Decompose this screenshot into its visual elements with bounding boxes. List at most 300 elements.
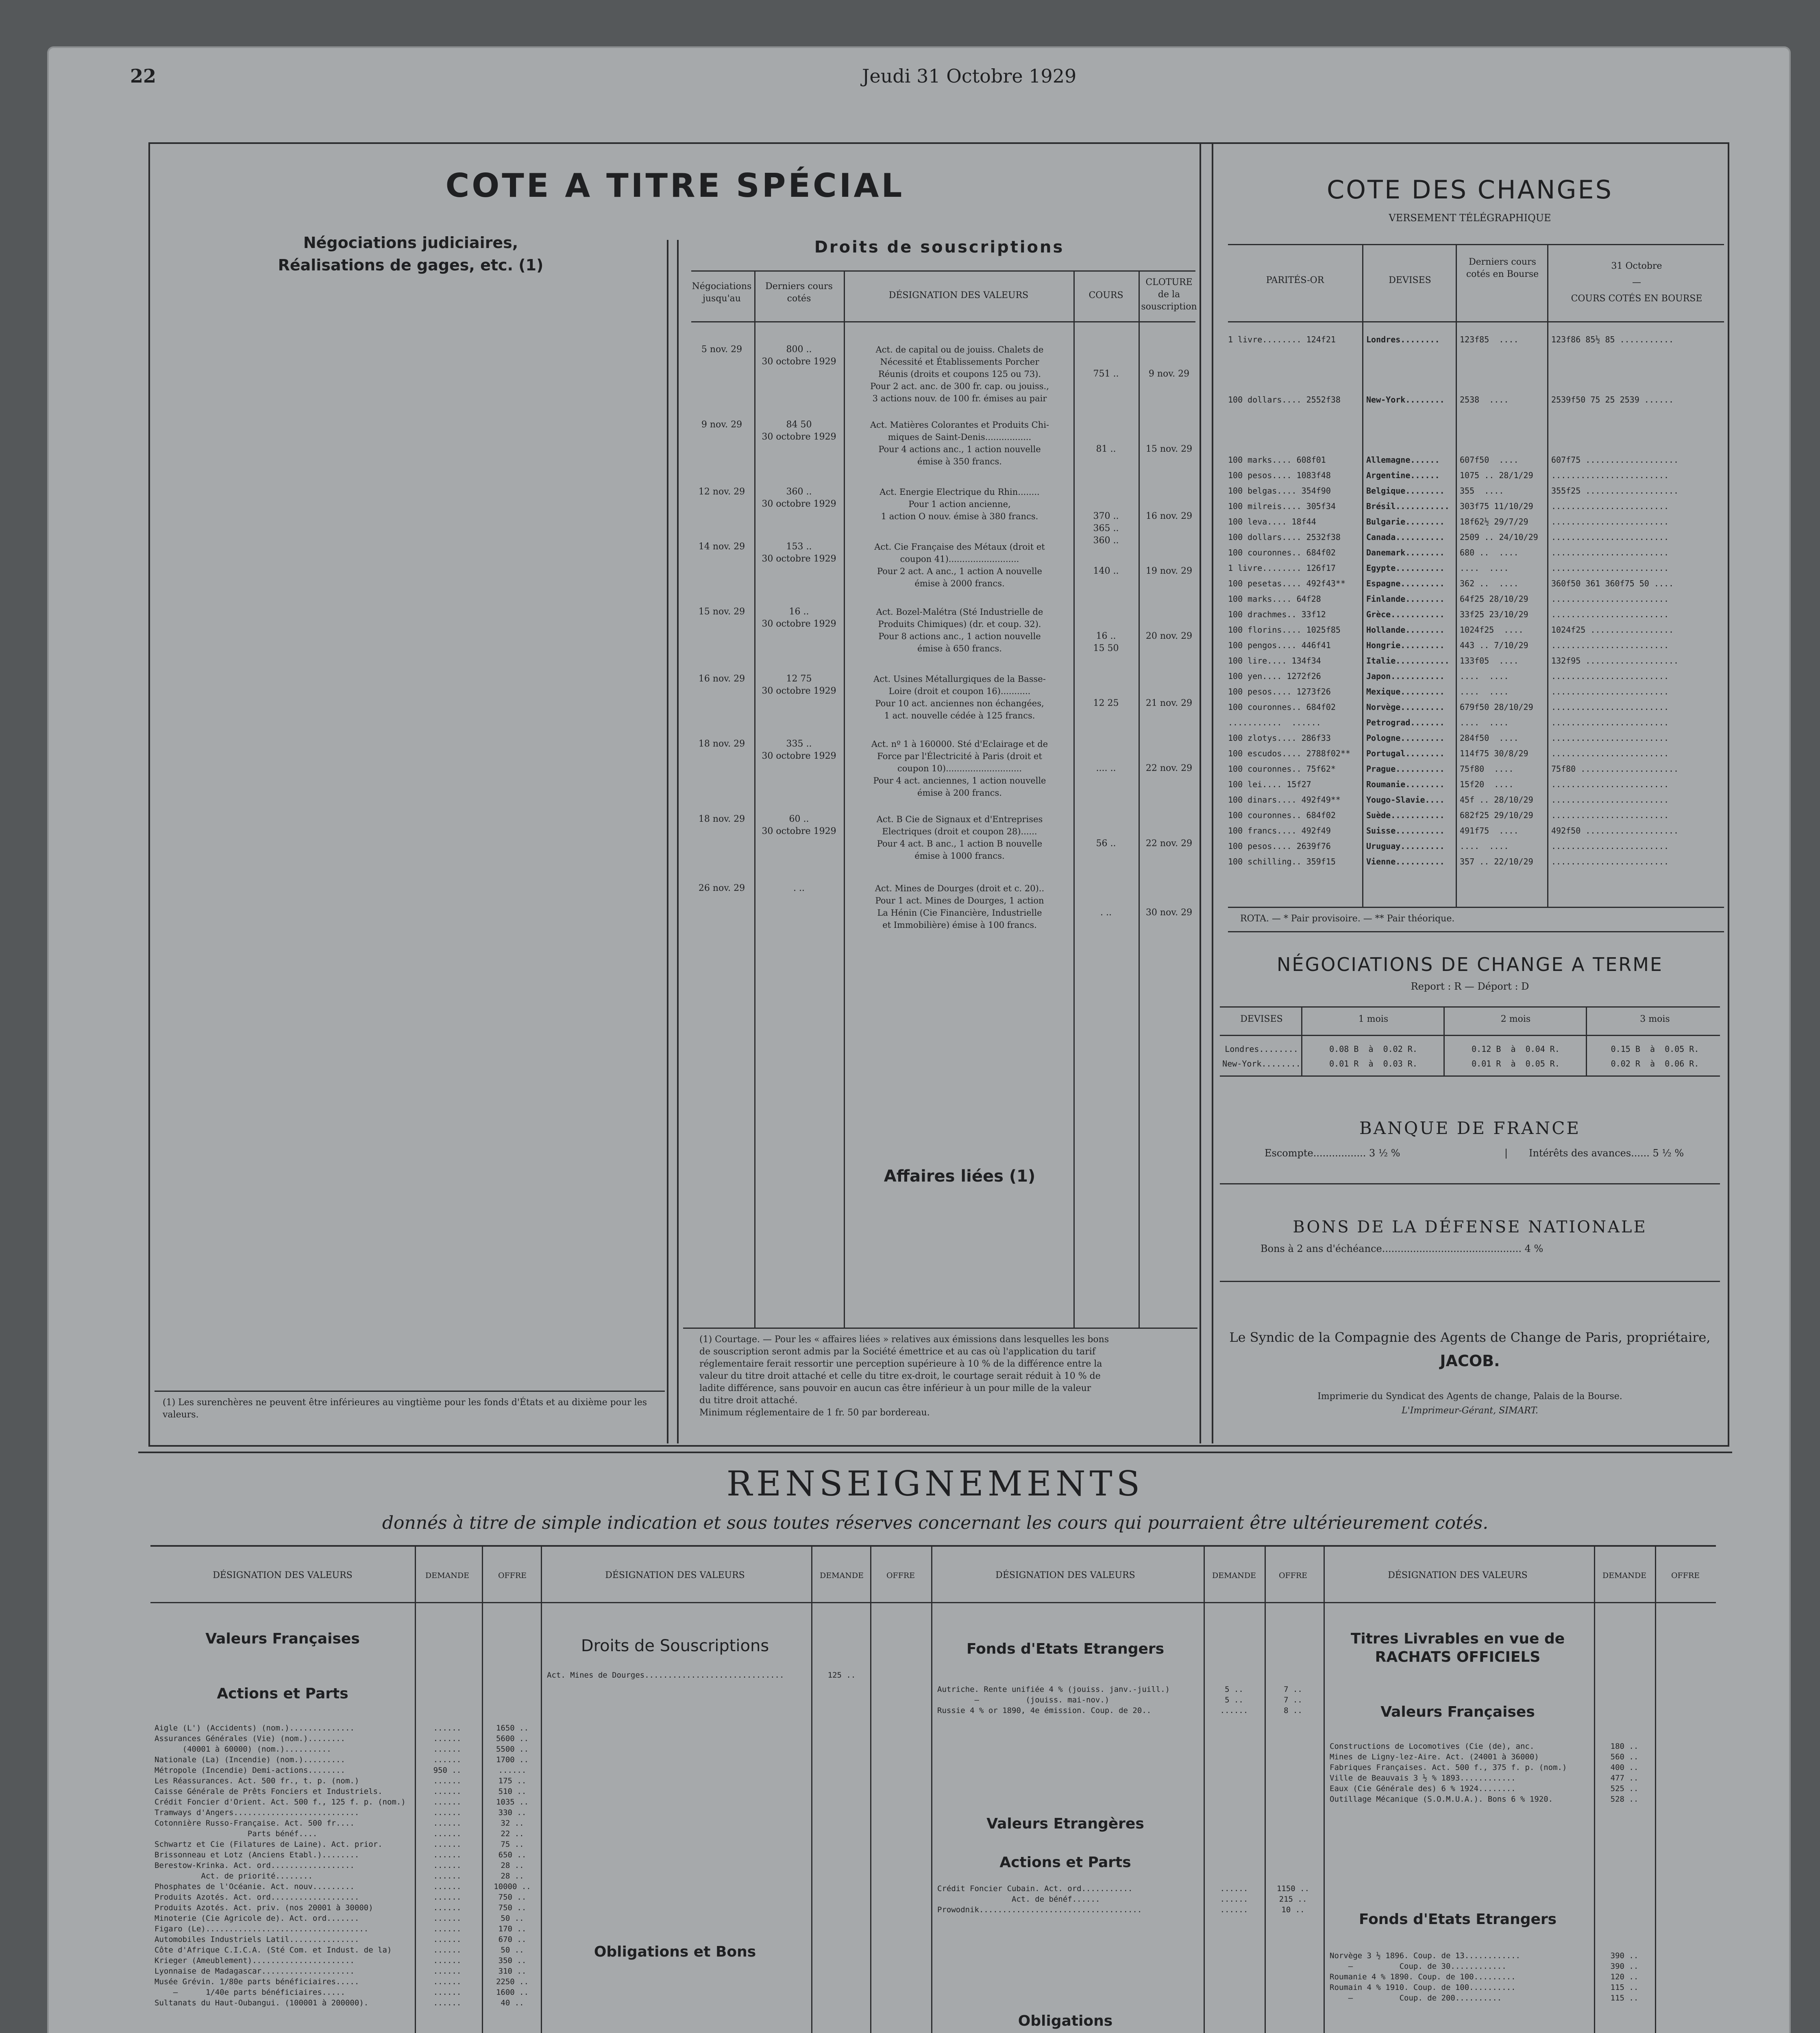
droits-row-designation: Act. Matières Colorantes et Produits Chi- miques de Saint-Denis................. Pour 4 actions anc., 1 action nouvelle émise à 350 francs.	[870, 420, 1049, 466]
rens-col-offre: OFFRE	[1671, 1571, 1700, 1580]
changes-row-dernier: 679f50 28/10/29	[1460, 702, 1533, 712]
bons-line: Bons à 2 ans d'échéance............................................. 4 %	[1261, 1243, 1544, 1254]
changes-row-dernier: 18f62½ 29/7/29	[1460, 517, 1528, 527]
changes-row-devise: Prague..........	[1366, 764, 1445, 774]
rens-row-offre: 75 ..	[501, 1840, 524, 1849]
rachats-heading: Titres Livrables en vue de	[1350, 1630, 1565, 1647]
frame-divider	[667, 240, 668, 1443]
valeurs-francaises-heading: Valeurs Françaises	[1380, 1704, 1535, 1720]
changes-row-devise: Hollande........	[1366, 625, 1445, 635]
footnote-rule	[155, 1391, 665, 1392]
droits-row-cours: 16 .. 15 50	[1093, 631, 1119, 653]
rens-row-demande: ......	[433, 1872, 462, 1881]
droits-row-date: 26 nov. 29	[698, 883, 745, 893]
droits-row-date: 16 nov. 29	[698, 674, 745, 684]
rens-row-offre: 170 ..	[498, 1924, 527, 1933]
droits-title: Droits de souscriptions	[814, 238, 1065, 257]
droits-row-cours: 140 ..	[1093, 566, 1119, 576]
rens-row-name: Act. Mines de Dourges..............................	[547, 1671, 784, 1680]
changes-row-parite: 100 milreis.... 305f34	[1228, 501, 1336, 511]
changes-row-parite: 100 dollars.... 2552f38	[1228, 395, 1341, 405]
terme-cell: 0.02 R à 0.06 R.	[1611, 1059, 1699, 1069]
droits-col-line	[1139, 270, 1140, 1328]
changes-row-parite: 1 livre........ 124f21	[1228, 335, 1336, 344]
rota-note: ROTA. — * Pair provisoire. — ** Pair théorique.	[1240, 914, 1455, 924]
banque-separator: |	[1504, 1147, 1508, 1159]
changes-row-parite: 100 lei.... 15f27	[1228, 779, 1311, 789]
changes-row-cours: 492f50 ...................	[1551, 826, 1679, 836]
changes-row-cours: 1024f25 .................	[1551, 625, 1674, 635]
changes-row-parite: ........... ......	[1228, 718, 1321, 727]
rens-row-offre: 1035 ..	[496, 1798, 529, 1807]
rens-col-designation: DÉSIGNATION DES VALEURS	[605, 1570, 745, 1580]
rens-row-name: Minoterie (Cie Agricole de). Act. ord.......	[155, 1914, 359, 1923]
droits-row-date: 18 nov. 29	[698, 739, 745, 749]
droits-row-cours: 56 ..	[1096, 838, 1116, 849]
rens-col-demande: DEMANDE	[1602, 1571, 1646, 1580]
droits-row-designation: Act. Usines Métallurgiques de la Basse- Loire (droit et coupon 16)........... Pour 10 act. anciennes non échangées, 1 act. nouvelle cédée à 125 francs.	[873, 674, 1046, 720]
rens-row-demande: ......	[433, 1776, 462, 1785]
changes-row-parite: 100 leva.... 18f44	[1228, 517, 1316, 527]
rens-col-line	[1655, 1545, 1656, 2033]
rens-row-offre: 7 ..	[1284, 1685, 1302, 1694]
obligations-heading: Obligations	[1018, 2013, 1113, 2029]
surencheres-footnote: (1) Les surenchères ne peuvent être inférieures au vingtième pour les fonds d'États et au dixième pour les valeurs.	[163, 1397, 647, 1420]
changes-row-devise: Uruguay.........	[1366, 841, 1445, 851]
changes-row-cours: 360f50 361 360f75 50 ....	[1551, 579, 1674, 588]
terme-cell: New-York........	[1222, 1059, 1301, 1069]
rens-row-demande: 400 ..	[1610, 1763, 1639, 1772]
rens-row-offre: 510 ..	[498, 1787, 527, 1796]
droits-row-designation: Act. Bozel-Malétra (Sté Industrielle de Produits Chimiques) (dr. et coup. 32). Pour 8 actions anc., 1 action nouvelle émise à 650 francs.	[876, 607, 1043, 653]
rens-row-demande: ......	[433, 1946, 462, 1955]
changes-row-devise: Norvège.........	[1366, 702, 1445, 712]
changes-row-dernier: .... ....	[1460, 841, 1509, 851]
rens-row-offre: 40 ..	[501, 1998, 524, 2007]
terme-col-line	[1586, 1006, 1587, 1075]
rens-row-name: Eaux (Cie Générale des) 6 % 1924........	[1330, 1784, 1516, 1793]
changes-row-devise: Allemagne......	[1366, 455, 1440, 465]
frame-divider	[677, 240, 679, 1443]
droits-header-rule	[691, 321, 1195, 322]
rens-row-offre: 10 ..	[1281, 1905, 1305, 1914]
changes-col-parites: PARITÉS-OR	[1266, 275, 1324, 285]
terme-header: 1 mois	[1358, 1014, 1389, 1024]
changes-row-parite: 100 pesos.... 1083f48	[1228, 470, 1331, 480]
rens-row-name: Brissonneau et Lotz (Anciens Etabl.)........	[155, 1850, 359, 1859]
changes-row-parite: 100 marks.... 608f01	[1228, 455, 1326, 465]
rens-row-demande: ......	[433, 1787, 462, 1796]
rens-row-offre: 1150 ..	[1276, 1884, 1310, 1893]
renseignements-subtitle: donnés à titre de simple indication et sous toutes réserves concernant les cours qui pourraient être ultérieurement cotés.	[382, 1513, 1489, 1533]
changes-row-devise: Japon...........	[1366, 671, 1445, 681]
rens-row-demande: ......	[433, 1903, 462, 1912]
rens-row-name: Cotonnière Russo-Française. Act. 500 fr....	[155, 1819, 355, 1828]
terme-rule	[1220, 1075, 1720, 1077]
changes-row-devise: Brésil...........	[1366, 501, 1450, 511]
rens-row-name: Crédit Foncier Cubain. Act. ord...........	[937, 1884, 1133, 1893]
realisations-heading: Réalisations de gages, etc. (1)	[278, 256, 544, 274]
banque-title: BANQUE DE FRANCE	[1359, 1118, 1581, 1138]
droits-row-derniers: 60 .. 30 octobre 1929	[762, 814, 836, 836]
changes-row-devise: Yougo-Slavie....	[1366, 795, 1445, 805]
rens-row-name: Constructions de Locomotives (Cie (de), anc.	[1330, 1742, 1535, 1751]
valeurs-etrangeres-heading: Valeurs Etrangères	[986, 1815, 1144, 1832]
actions-parts-heading: Actions et Parts	[999, 1854, 1131, 1871]
rens-row-name: Figaro (Le)...................................	[155, 1924, 369, 1933]
valeurs-francaises-heading: Valeurs Françaises	[205, 1630, 360, 1647]
changes-row-cours: 355f25 ...................	[1551, 486, 1679, 496]
rens-row-demande: ......	[433, 1724, 462, 1733]
changes-row-dernier: 2509 .. 24/10/29	[1460, 532, 1538, 542]
rens-row-offre: 2250 ..	[496, 1977, 529, 1986]
rens-row-name: Caisse Générale de Prêts Fonciers et Industriels.	[155, 1787, 383, 1796]
rens-row-offre: 50 ..	[501, 1946, 524, 1955]
rens-row-offre: 1650 ..	[496, 1724, 529, 1733]
rens-row-name: Mines de Ligny-lez-Aire. Act. (24001 à 36000)	[1330, 1752, 1539, 1761]
rens-row-demande: 115 ..	[1610, 1994, 1639, 2003]
droits-row-designation: Act. Cie Française des Métaux (droit et coupon 41).......................... Pour 2 act. A anc., 1 action A nouvelle émise à 2000 francs.	[874, 542, 1045, 588]
changes-row-devise: New-York........	[1366, 395, 1445, 405]
changes-row-cours: ........................	[1551, 749, 1669, 758]
droits-row-cours: 751 ..	[1093, 369, 1119, 379]
terme-cell: 0.15 B à 0.05 R.	[1611, 1044, 1699, 1054]
cote-titre-special-title: COTE A TITRE SPÉCIAL	[445, 167, 905, 205]
rens-row-name: Produits Azotés. Act. ord...................	[155, 1893, 359, 1902]
rens-row-offre: 5500 ..	[496, 1745, 529, 1754]
rens-row-offre: 175 ..	[498, 1776, 527, 1785]
rens-row-demande: ......	[1220, 1895, 1248, 1904]
terme-title: NÉGOCIATIONS DE CHANGE A TERME	[1276, 953, 1663, 975]
changes-row-devise: Mexique.........	[1366, 687, 1445, 697]
rens-row-demande: 528 ..	[1610, 1795, 1639, 1804]
changes-rule	[1228, 907, 1724, 908]
changes-row-cours: ........................	[1551, 563, 1669, 573]
changes-row-dernier: .... ....	[1460, 687, 1509, 697]
changes-row-devise: Belgique........	[1366, 486, 1445, 496]
changes-row-cours: 123f86 85½ 85 ...........	[1551, 335, 1674, 344]
droits-row-designation: Act. de capital ou de jouiss. Chalets de Nécessité et Établissements Porcher Réunis (droits et coupons 125 ou 73). Pour 2 act. anc. de 300 fr. cap. ou jouiss., 3 actions nouv. de 100 fr. émises au pair	[870, 345, 1049, 403]
rens-row-demande: 390 ..	[1610, 1951, 1639, 1960]
rens-row-name: Berestow-Krinka. Act. ord..................	[155, 1861, 355, 1870]
rens-row-demande: ......	[433, 1935, 462, 1944]
rens-row-offre: 22 ..	[501, 1829, 524, 1838]
changes-row-dernier: 362 .. ....	[1460, 579, 1519, 588]
rens-row-offre: 215 ..	[1279, 1895, 1307, 1904]
changes-row-cours: ........................	[1551, 532, 1669, 542]
changes-row-parite: 100 dollars.... 2532f38	[1228, 532, 1341, 542]
changes-row-parite: 100 zlotys.... 286f33	[1228, 733, 1331, 743]
changes-row-parite: 100 couronnes.. 684f02	[1228, 810, 1336, 820]
changes-row-dernier: 682f25 29/10/29	[1460, 810, 1533, 820]
jacob-signature: JACOB.	[1440, 1352, 1500, 1370]
changes-row-devise: Vienne..........	[1366, 857, 1445, 866]
terme-header: 2 mois	[1500, 1014, 1531, 1024]
changes-row-parite: 100 couronnes.. 75f62*	[1228, 764, 1336, 774]
rens-row-offre: 10000 ..	[494, 1882, 531, 1891]
changes-row-devise: Petrograd.......	[1366, 718, 1445, 727]
rens-row-name: — (jouiss. mai-nov.)	[937, 1696, 1110, 1704]
rens-row-name: Lyonnaise de Madagascar....................	[155, 1967, 355, 1976]
rens-row-name: Métropole (Incendie) Demi-actions........	[155, 1766, 345, 1775]
rens-row-demande: ......	[1220, 1706, 1248, 1715]
droits-row-designation: Act. Mines de Dourges (droit et c. 20).. Pour 1 act. Mines de Dourges, 1 action La Hénin (Cie Financière, Industrielle et Immobilière) émise à 100 francs.	[875, 884, 1045, 930]
rens-row-name: Parts bénéf....	[155, 1829, 318, 1838]
changes-row-devise: Portugal........	[1366, 749, 1445, 758]
droits-row-cours: 370 .. 365 .. 360 ..	[1093, 511, 1119, 546]
rens-col-line	[931, 1545, 932, 2033]
changes-row-parite: 100 couronnes.. 684f02	[1228, 702, 1336, 712]
rens-row-demande: ......	[433, 1977, 462, 1986]
rens-row-name: Côte d'Afrique C.I.C.A. (Sté Com. et Indust. de la)	[155, 1946, 392, 1955]
rens-col-designation: DÉSIGNATION DES VALEURS	[995, 1570, 1135, 1580]
frame-divider	[1212, 142, 1213, 1443]
droits-row-date: 5 nov. 29	[701, 344, 742, 355]
banque-avances: Intérêts des avances...... 5 ½ %	[1529, 1147, 1684, 1159]
changes-row-parite: 100 yen.... 1272f26	[1228, 671, 1321, 681]
rens-row-offre: 350 ..	[498, 1956, 527, 1965]
rens-col-line	[482, 1545, 483, 2033]
changes-row-dernier: 75f80 ....	[1460, 764, 1514, 774]
rens-row-name: — Coup. de 200..........	[1330, 1994, 1502, 2003]
rens-row-name: Roumanie 4 % 1890. Coup. de 100.........	[1330, 1972, 1516, 1981]
changes-row-cours: ........................	[1551, 857, 1669, 866]
changes-row-parite: 100 florins.... 1025f85	[1228, 625, 1341, 635]
rens-row-name: Krieger (Ameublement)......................	[155, 1956, 355, 1965]
changes-row-cours: 132f95 ...................	[1551, 656, 1679, 666]
rens-row-name: Phosphates de l'Océanie. Act. nouv.........	[155, 1882, 355, 1891]
changes-row-dernier: .... ....	[1460, 563, 1509, 573]
changes-row-cours: ........................	[1551, 687, 1669, 697]
rens-row-demande: 125 ..	[827, 1671, 856, 1680]
rens-row-offre: 8 ..	[1284, 1706, 1302, 1715]
changes-row-dernier: 1075 .. 28/1/29	[1460, 470, 1533, 480]
negociations-heading: Négociations judiciaires,	[303, 234, 518, 252]
rens-row-name: Tramways d'Angers...........................	[155, 1808, 359, 1817]
changes-row-dernier: 133f05 ....	[1460, 656, 1519, 666]
droits-row-date: 15 nov. 29	[698, 607, 745, 617]
droits-row-cours: .... ..	[1096, 763, 1116, 773]
droits-row-date: 12 nov. 29	[698, 487, 745, 497]
rens-row-demande: 115 ..	[1610, 1983, 1639, 1992]
terme-cell: 0.01 R à 0.05 R.	[1472, 1059, 1560, 1069]
droits-row-derniers: 335 .. 30 octobre 1929	[762, 739, 836, 761]
fonds-etats-heading: Fonds d'Etats Etrangers	[966, 1641, 1165, 1657]
rens-row-offre: 310 ..	[498, 1967, 527, 1976]
rens-row-demande: ......	[433, 1819, 462, 1828]
changes-row-cours: ........................	[1551, 718, 1669, 727]
changes-row-dernier: 443 .. 7/10/29	[1460, 640, 1528, 650]
rens-row-offre: 5600 ..	[496, 1734, 529, 1743]
terme-cell: Londres........	[1225, 1044, 1298, 1054]
rens-row-name: Aigle (L') (Accidents) (nom.)..............	[155, 1724, 355, 1733]
rens-row-demande: ......	[433, 1988, 462, 1997]
changes-row-devise: Bulgarie........	[1366, 517, 1445, 527]
actions-parts-heading: Actions et Parts	[217, 1685, 348, 1702]
changes-row-dernier: 607f50 ....	[1460, 455, 1519, 465]
changes-row-dernier: 680 .. ....	[1460, 548, 1519, 557]
rens-col-offre: OFFRE	[498, 1571, 527, 1580]
rens-row-name: Crédit Foncier d'Orient. Act. 500 f., 125 f. p. (nom.)	[155, 1798, 406, 1807]
rens-col-line	[1324, 1545, 1325, 2033]
droits-row-designation: Act. nº 1 à 160000. Sté d'Eclairage et de Force par l'Électricité à Paris (droit et coupon 10)............................ Pour 4 act. anciennes, 1 action nouvelle émise à 200 francs.	[871, 739, 1048, 798]
terme-col-line	[1301, 1006, 1302, 1075]
changes-row-dernier: .... ....	[1460, 671, 1509, 681]
rens-row-demande: ......	[433, 1850, 462, 1859]
changes-row-cours: ........................	[1551, 841, 1669, 851]
rens-row-demande: 477 ..	[1610, 1774, 1639, 1783]
changes-row-devise: Canada..........	[1366, 532, 1445, 542]
droits-row-derniers: . ..	[793, 883, 805, 893]
droits-row-date: 9 nov. 29	[701, 420, 742, 430]
changes-row-devise: Hongrie.........	[1366, 640, 1445, 650]
changes-row-devise: Argentine......	[1366, 470, 1440, 480]
droits-row-cloture: 22 nov. 29	[1145, 838, 1193, 849]
droits-row-cloture: 15 nov. 29	[1145, 444, 1193, 454]
changes-row-cours: ........................	[1551, 702, 1669, 712]
droits-col-cloture: CLOTURE de la souscription	[1141, 277, 1197, 312]
rens-row-demande: ......	[433, 1798, 462, 1807]
terme-rule	[1220, 1035, 1720, 1036]
rens-row-name: Norvège 3 ½ 1896. Coup. de 13............	[1330, 1951, 1520, 1960]
droits-row-cloture: 19 nov. 29	[1145, 566, 1193, 576]
changes-row-cours: 2539f50 75 25 2539 ......	[1551, 395, 1674, 405]
changes-row-cours: ........................	[1551, 517, 1669, 527]
rens-col-line	[1204, 1545, 1205, 2033]
imprimerie-line: Imprimerie du Syndicat des Agents de change, Palais de la Bourse.	[1317, 1391, 1622, 1402]
rens-row-name: Produits Azotés. Act. priv. (nos 20001 à 30000)	[155, 1903, 373, 1912]
terme-header: DEVISES	[1240, 1014, 1283, 1024]
rens-row-name: — Coup. de 30............	[1330, 1962, 1507, 1971]
rens-row-demande: ......	[433, 1882, 462, 1891]
changes-row-cours: ........................	[1551, 671, 1669, 681]
rens-row-offre: 32 ..	[501, 1819, 524, 1828]
fonds-etats-heading: Fonds d'Etats Etrangers	[1358, 1911, 1557, 1928]
rens-col-designation: DÉSIGNATION DES VALEURS	[1388, 1570, 1528, 1580]
rens-col-line	[1265, 1545, 1266, 2033]
rens-row-demande: ......	[433, 1956, 462, 1965]
changes-row-dernier: 114f75 30/8/29	[1460, 749, 1528, 758]
renseignements-rule	[150, 1602, 1716, 1603]
renseignements-top-rule	[138, 1452, 1732, 1453]
bons-rule	[1220, 1281, 1720, 1282]
rens-row-name: (40001 à 60000) (nom.)..........	[155, 1745, 331, 1754]
changes-row-cours: ........................	[1551, 733, 1669, 743]
rens-row-name: Schwartz et Cie (Filatures de Laine). Act. prior.	[155, 1840, 383, 1849]
changes-row-parite: 100 pesos.... 2639f76	[1228, 841, 1331, 851]
rens-row-offre: 28 ..	[501, 1872, 524, 1881]
rens-row-name: Ville de Beauvais 3 ½ % 1893............	[1330, 1774, 1516, 1783]
gerant-line: L'Imprimeur-Gérant, SIMART.	[1402, 1406, 1538, 1416]
rens-row-demande: ......	[433, 1893, 462, 1902]
rens-row-offre: 750 ..	[498, 1903, 527, 1912]
rens-col-designation: DÉSIGNATION DES VALEURS	[213, 1570, 353, 1580]
rens-col-demande: DEMANDE	[1212, 1571, 1256, 1580]
rens-col-offre: OFFRE	[886, 1571, 915, 1580]
droits-row-date: 18 nov. 29	[698, 814, 745, 824]
changes-row-cours: ........................	[1551, 640, 1669, 650]
rens-row-offre: 28 ..	[501, 1861, 524, 1870]
rens-row-demande: ......	[433, 1998, 462, 2007]
changes-row-parite: 100 pengos.... 446f41	[1228, 640, 1331, 650]
changes-row-cours: ........................	[1551, 609, 1669, 619]
changes-row-cours: 607f75 ...................	[1551, 455, 1679, 465]
rens-row-demande: ......	[1220, 1884, 1248, 1893]
changes-row-dernier: 123f85 ....	[1460, 335, 1519, 344]
rens-col-demande: DEMANDE	[819, 1571, 864, 1580]
rens-row-name: Outillage Mécanique (S.O.M.U.A.). Bons 6 % 1920.	[1330, 1795, 1553, 1804]
changes-row-parite: 100 francs.... 492f49	[1228, 826, 1331, 836]
changes-row-dernier: 1024f25 ....	[1460, 625, 1524, 635]
rens-row-demande: 5 ..	[1225, 1685, 1243, 1694]
terme-rule	[1220, 1006, 1720, 1008]
changes-rule	[1228, 321, 1724, 322]
changes-row-dernier: 303f75 11/10/29	[1460, 501, 1533, 511]
changes-row-parite: 100 drachmes.. 33f12	[1228, 609, 1326, 619]
rens-col-line	[415, 1545, 416, 2033]
terme-cell: 0.01 R à 0.03 R.	[1329, 1059, 1417, 1069]
rens-row-demande: ......	[433, 1734, 462, 1743]
changes-title: COTE DES CHANGES	[1326, 175, 1613, 205]
banque-rule	[1220, 1183, 1720, 1184]
changes-row-parite: 100 couronnes.. 684f02	[1228, 548, 1336, 557]
changes-row-dernier: 33f25 23/10/29	[1460, 609, 1528, 619]
rens-row-offre: 670 ..	[498, 1935, 527, 1944]
droits-col-line	[1073, 270, 1075, 1328]
droits-row-cours: 81 ..	[1096, 444, 1116, 454]
rens-row-name: Sultanats du Haut-Oubangui. (100001 à 200000).	[155, 1998, 369, 2007]
changes-row-cours: ........................	[1551, 594, 1669, 604]
rens-row-offre: 330 ..	[498, 1808, 527, 1817]
rens-col-line	[541, 1545, 542, 2033]
changes-row-parite: 1 livre........ 126f17	[1228, 563, 1336, 573]
droits-row-cloture: 16 nov. 29	[1145, 511, 1193, 521]
rens-row-offre: 50 ..	[501, 1914, 524, 1923]
rens-row-offre: 750 ..	[498, 1893, 527, 1902]
rens-row-demande: 180 ..	[1610, 1742, 1639, 1751]
courtage-rule	[683, 1328, 1197, 1329]
droits-col-line	[754, 270, 755, 1328]
rens-row-demande: ......	[433, 1924, 462, 1933]
changes-row-parite: 100 lire.... 134f34	[1228, 656, 1321, 666]
droits-col-line	[844, 270, 845, 1328]
changes-row-devise: Londres........	[1366, 335, 1440, 344]
changes-row-dernier: 357 .. 22/10/29	[1460, 857, 1533, 866]
changes-row-devise: Espagne.........	[1366, 579, 1445, 588]
changes-row-dernier: 355 ....	[1460, 486, 1504, 496]
changes-row-parite: 100 belgas.... 354f90	[1228, 486, 1331, 496]
rachats-heading-2: RACHATS OFFICIELS	[1375, 1649, 1541, 1665]
obligations-bons-heading: Obligations et Bons	[594, 1944, 756, 1960]
rens-row-name: Les Réassurances. Act. 500 fr., t. p. (nom.)	[155, 1776, 359, 1785]
droits-header-rule	[691, 270, 1195, 272]
changes-row-dernier: 15f20 ....	[1460, 779, 1514, 789]
rens-col-line	[870, 1545, 871, 2033]
droits-row-designation: Act. B Cie de Signaux et d'Entreprises Electriques (droit et coupon 28)...... Pour 4 act. B anc., 1 action B nouvelle émise à 1000 francs.	[876, 814, 1043, 861]
changes-row-parite: 100 pesos.... 1273f26	[1228, 687, 1331, 697]
bons-title: BONS DE LA DÉFENSE NATIONALE	[1293, 1218, 1647, 1236]
changes-row-devise: Grèce...........	[1366, 609, 1445, 619]
droits-row-cours: 12 25	[1093, 698, 1119, 708]
changes-row-devise: Egypte..........	[1366, 563, 1445, 573]
changes-row-dernier: 491f75 ....	[1460, 826, 1519, 836]
rens-row-name: Russie 4 % or 1890, 4e émission. Coup. de 20..	[937, 1706, 1152, 1715]
rens-col-offre: OFFRE	[1278, 1571, 1308, 1580]
rens-row-demande: ......	[433, 1914, 462, 1923]
droits-row-cloture: 21 nov. 29	[1145, 698, 1193, 708]
rens-row-name: Act. de priorité........	[155, 1872, 313, 1881]
rens-row-demande: ......	[433, 1745, 462, 1754]
